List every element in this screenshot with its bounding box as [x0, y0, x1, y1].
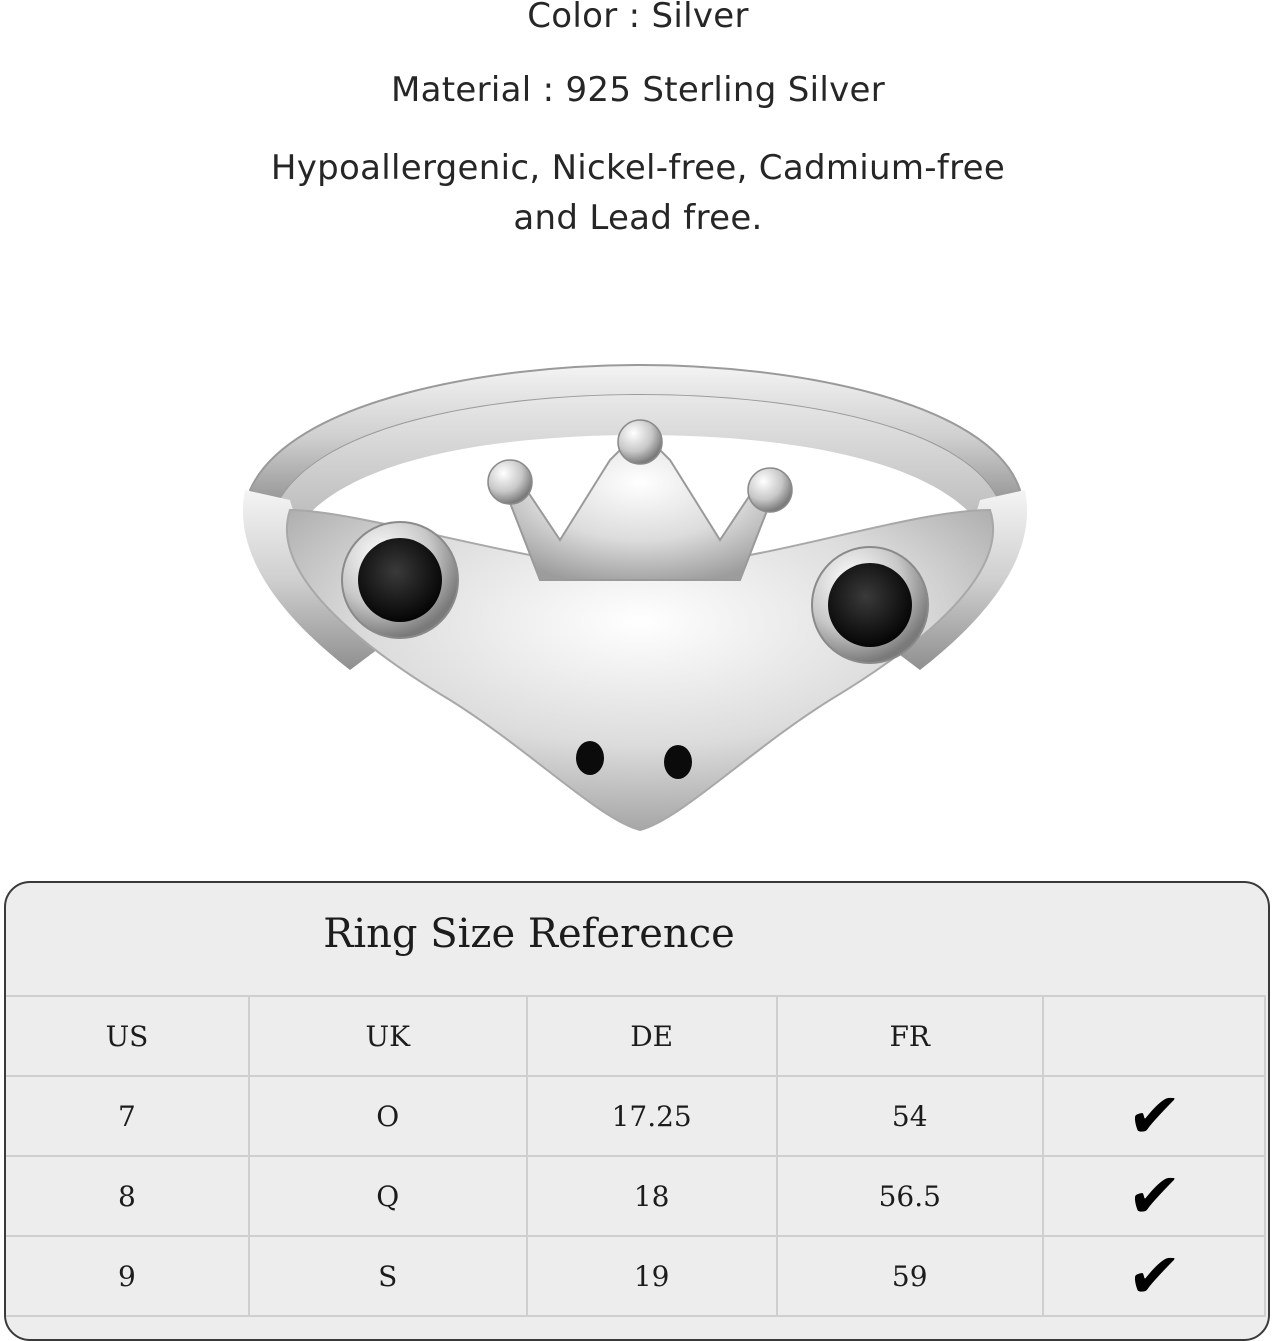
cell-us: 7: [5, 1076, 249, 1156]
left-nostril: [576, 741, 604, 775]
ring-size-reference-card: [4, 881, 1270, 1341]
cell-fr: 56.5: [777, 1156, 1043, 1236]
checkmark-icon: ✔: [1124, 1159, 1184, 1232]
checkmark-icon: ✔: [1124, 1079, 1184, 1152]
cell-uk: Q: [249, 1156, 527, 1236]
header-uk: UK: [249, 996, 527, 1076]
table-row: [5, 1236, 1265, 1316]
cell-de: 17.25: [527, 1076, 777, 1156]
spec-color: Color : Silver: [527, 0, 749, 36]
crown-ball-left: [488, 460, 532, 504]
frog-crown-ring-image: [230, 340, 1050, 860]
header-de: DE: [527, 996, 777, 1076]
table-row: [5, 1156, 1265, 1236]
right-nostril: [664, 745, 692, 779]
cell-fr: 59: [777, 1236, 1043, 1316]
cell-de: 19: [527, 1236, 777, 1316]
cell-uk: O: [249, 1076, 527, 1156]
cell-us: 9: [5, 1236, 249, 1316]
right-eye-stone: [828, 563, 912, 647]
crown-ball-right: [748, 468, 792, 512]
spec-hypoallergenic-line2: and Lead free.: [513, 198, 763, 238]
available-check-cell: [1043, 1156, 1265, 1236]
header-fr: FR: [777, 996, 1043, 1076]
spec-hypoallergenic-line1: Hypoallergenic, Nickel-free, Cadmium-free: [270, 148, 1006, 188]
checkmark-icon: ✔: [1124, 1239, 1184, 1312]
cell-de: 18: [527, 1156, 777, 1236]
table-row: [5, 1076, 1265, 1156]
header-us: US: [5, 996, 249, 1076]
crown-ball-center: [618, 420, 662, 464]
size-reference-title: Ring Size Reference: [323, 911, 735, 957]
available-check-cell: [1043, 1076, 1265, 1156]
cell-us: 8: [5, 1156, 249, 1236]
header-check: [1043, 996, 1265, 1076]
spec-material: Material : 925 Sterling Silver: [390, 70, 886, 110]
left-eye-stone: [358, 538, 442, 622]
size-table-header: [5, 996, 1265, 1076]
cell-uk: S: [249, 1236, 527, 1316]
available-check-cell: [1043, 1236, 1265, 1316]
cell-fr: 54: [777, 1076, 1043, 1156]
size-table: [4, 995, 1266, 1317]
